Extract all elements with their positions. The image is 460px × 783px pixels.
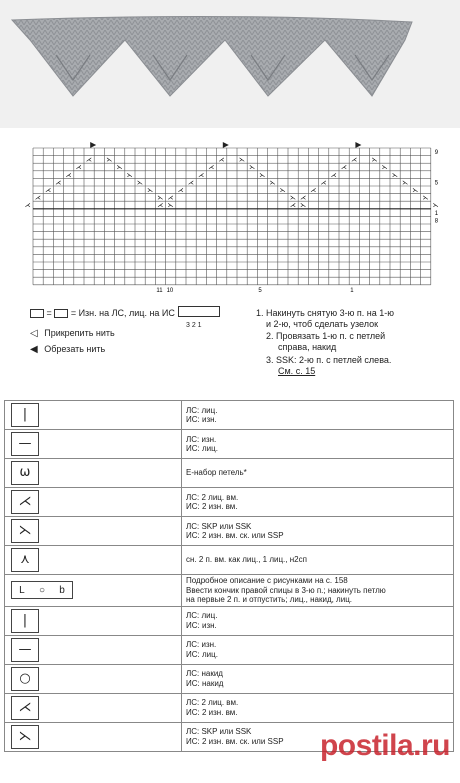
blank-cell (156, 179, 165, 186)
blank-cell (115, 149, 124, 156)
blank-cell (278, 171, 287, 178)
legend-purl-knit (30, 308, 175, 319)
decrease-mark: ⋌ (24, 202, 31, 210)
symbol-cell (5, 517, 182, 546)
decrease-mark: ⋌ (65, 171, 72, 179)
blank-cell (319, 156, 328, 163)
symbol-cell (5, 635, 182, 664)
symbol-cell (5, 430, 182, 459)
blank-cell (289, 156, 298, 163)
decrease-mark: ⋋ (126, 171, 133, 179)
decrease-mark: ⋌ (341, 164, 347, 172)
stitch-symbol-icon (11, 490, 39, 514)
symbol-row (5, 459, 454, 488)
blank-cell (34, 179, 43, 186)
blank-cell (299, 179, 308, 186)
blank-cell (329, 156, 338, 163)
decrease-mark: ⋋ (402, 179, 409, 187)
symbol-description: ЛС: 2 лиц. вм. ИС: 2 изн. вм. (182, 488, 454, 517)
symbol-description: Подробное описание с рисунками на с. 158 Ввести кончик правой спицы в 3-ю п.; накинуть петлю на первые 2 п. и отпустить; лиц., накид, лиц. (182, 575, 454, 607)
blank-cell (156, 164, 165, 171)
decrease-mark: ⋌ (310, 187, 317, 194)
symbol-cell (5, 664, 182, 693)
blank-cell (411, 171, 420, 178)
blank-cell (421, 164, 430, 171)
decrease-mark: ⋋ (412, 187, 419, 194)
col-number: 5 (258, 287, 262, 294)
blank-cell (54, 156, 63, 163)
decrease-mark: ⋌ (177, 187, 184, 194)
blank-cell (34, 156, 43, 163)
symbol-row (5, 488, 454, 517)
blank-cell (146, 149, 155, 156)
decrease-mark: ⋌ (55, 179, 62, 187)
symbol-description: ЛС: изн. ИС: лиц. (182, 635, 454, 664)
decrease-mark: ⋋ (279, 187, 286, 194)
step2-text: 2. Провязать 1-ю п. с петлей (266, 331, 386, 341)
symbol-cell (5, 459, 182, 488)
blank-cell (401, 149, 410, 156)
blank-cell (166, 164, 175, 171)
step1-text-cont: и 2-ю, чтоб сделать узелок (266, 319, 379, 329)
stitch-symbol-icon (11, 432, 39, 456)
decrease-mark: ⋌ (300, 194, 307, 202)
attach-yarn-icon: ◁ (30, 328, 38, 339)
stitch-symbol-icon (11, 519, 39, 543)
decrease-mark: ⋋ (239, 156, 245, 164)
blank-cell (289, 164, 298, 171)
legend-purl-knit-text: = Изн. на ЛС, лиц. на ИС (70, 308, 175, 318)
blank-cell (187, 156, 196, 163)
symbol-cell (5, 693, 182, 722)
step3-text: 3. SSK: 2-ю п. с петлей слева. (266, 355, 392, 365)
blank-cell (44, 164, 53, 171)
attach-yarn-text: Прикрепить нить (44, 328, 115, 338)
blank-cell (176, 171, 185, 178)
symbol-description: ЛС: 2 лиц. вм. ИС: 2 изн. вм. (182, 693, 454, 722)
cut-yarn-text: Обрезать нить (44, 344, 106, 354)
symbol-row (5, 693, 454, 722)
step1-text: Накинуть снятую 3-ю п. на 1-ю (266, 308, 394, 318)
blank-cell (319, 164, 328, 171)
decrease-mark: ⋋ (290, 194, 296, 202)
blank-cell (299, 156, 308, 163)
symbol-description: Е-набор петель* (182, 459, 454, 488)
blank-cell (176, 156, 185, 163)
decrease-mark: ⋋ (157, 194, 164, 202)
blank-cell (289, 179, 298, 186)
decrease-mark: ⋋ (392, 171, 398, 179)
blank-cell (329, 149, 338, 156)
symbol-cell (5, 488, 182, 517)
decrease-mark: ⋋ (422, 194, 429, 202)
stitch-symbol-glyph: ⋋ (18, 523, 32, 539)
stitch-symbol-icon (11, 696, 39, 720)
blank-cell (146, 171, 155, 178)
symbol-cell (5, 401, 182, 430)
blank-cell (64, 156, 73, 163)
blank-cell (136, 149, 145, 156)
col-number: 10 (166, 287, 174, 294)
blank-cell (156, 149, 165, 156)
stitch-symbol-icon (11, 725, 39, 749)
row-number: 1 (434, 210, 439, 217)
decrease-mark: ⋌ (351, 156, 358, 164)
decrease-mark: ⋌ (35, 194, 41, 202)
decrease-mark: ⋌ (75, 164, 82, 172)
stitch-symbol-glyph: | (22, 407, 28, 423)
blank-cell (187, 149, 196, 156)
symbol-description: ЛС: SKP или SSK ИС: 2 изн. вм. ск. или SSP (182, 517, 454, 546)
row-number: 8 (434, 218, 439, 225)
decrease-mark: ⋋ (381, 164, 388, 172)
symbol-description: ЛС: лиц. ИС: изн. (182, 606, 454, 635)
decrease-mark: ⋋ (300, 202, 307, 210)
blank-cell (289, 171, 298, 178)
blank-cell (146, 156, 155, 163)
symbol-row (5, 430, 454, 459)
symbol-description: ЛС: лиц. ИС: изн. (182, 401, 454, 430)
blank-cell (54, 164, 63, 171)
symbol-cell (5, 575, 182, 607)
symbol-row (5, 517, 454, 546)
decrease-mark: ⋌ (188, 179, 194, 187)
blank-cell (391, 149, 400, 156)
symbol-row (5, 664, 454, 693)
legend-cut-yarn (30, 344, 105, 355)
decrease-mark: ⋋ (249, 164, 256, 172)
symbol-description: сн. 2 п. вм. как лиц., 1 лиц., н2сп (182, 546, 454, 575)
knitted-edging-photo (0, 0, 460, 128)
row-number: 9 (434, 150, 439, 156)
decrease-mark: ⋌ (208, 164, 215, 172)
row-number: 5 (434, 180, 439, 187)
stitch-symbol-icon (11, 609, 39, 633)
blank-cell (166, 156, 175, 163)
blank-cell (207, 149, 216, 156)
cut-yarn-icon: ◀ (30, 344, 38, 355)
stitch-symbol-glyph: ω (19, 465, 31, 481)
step3-ref: См. с. 15 (278, 366, 316, 376)
stitch-symbol-icon (11, 461, 39, 485)
cut-yarn-marker (355, 142, 361, 148)
blank-cell (411, 164, 420, 171)
symbol-row (5, 606, 454, 635)
decrease-mark: ⋌ (290, 202, 296, 210)
blank-cell (309, 149, 318, 156)
decrease-mark: ⋌ (167, 194, 174, 202)
symbol-description: ЛС: SKP или SSK ИС: 2 изн. вм. ск. или SSP (182, 722, 454, 751)
decrease-mark: ⋋ (432, 202, 439, 210)
blank-cell (54, 149, 63, 156)
brand-watermark: postila.ru (319, 729, 450, 762)
blank-cell (125, 149, 134, 156)
legend-eq: = (46, 308, 52, 318)
blank-cell (278, 149, 287, 156)
legend-attach-yarn (30, 328, 115, 339)
symbol-cell (5, 546, 182, 575)
stitch-symbol-glyph: ⋏ (20, 552, 30, 568)
symbol-row (5, 401, 454, 430)
stitch-symbol-glyph: ○ (19, 670, 31, 686)
stitch-symbol-icon (11, 403, 39, 427)
empty-cell-icon (30, 309, 44, 318)
dash-cell-icon (54, 309, 68, 318)
legend-knot-symbol (178, 306, 220, 331)
blank-cell (391, 156, 400, 163)
stitch-symbol-glyph: | (22, 612, 28, 628)
decrease-mark: ⋋ (371, 156, 378, 164)
blank-cell (136, 156, 145, 163)
chart-grid (0, 130, 460, 300)
blank-cell (44, 171, 53, 178)
blank-cell (380, 149, 389, 156)
blank-cell (156, 156, 165, 163)
decrease-mark: ⋋ (269, 179, 276, 187)
decrease-mark: ⋌ (198, 171, 205, 179)
blank-cell (289, 149, 298, 156)
blank-cell (187, 164, 196, 171)
knitted-edging-image (0, 0, 460, 128)
blank-cell (166, 171, 175, 178)
blank-cell (309, 164, 318, 171)
symbol-row (5, 575, 454, 607)
blank-cell (258, 149, 267, 156)
blank-cell (44, 156, 53, 163)
decrease-mark: ⋋ (167, 202, 174, 210)
decrease-mark: ⋌ (330, 171, 337, 179)
decrease-mark: ⋌ (218, 156, 225, 164)
blank-cell (136, 164, 145, 171)
decrease-mark: ⋋ (259, 171, 266, 179)
knot-symbol-icon (178, 306, 220, 317)
symbol-description: ЛС: накид ИС: накид (182, 664, 454, 693)
stitch-symbol-glyph: ⋌ (18, 494, 32, 510)
symbol-description: ЛС: изн. ИС: лиц. (182, 430, 454, 459)
decrease-mark: ⋋ (106, 156, 113, 164)
stitch-symbol-icon (11, 638, 39, 662)
blank-cell (278, 164, 287, 171)
step2-text-cont: справа, накид (278, 342, 337, 352)
chart-legend (0, 300, 460, 395)
blank-cell (421, 179, 430, 186)
decrease-mark: ⋋ (116, 164, 123, 172)
blank-cell (64, 149, 73, 156)
step1-number: 1. (256, 308, 264, 318)
blank-cell (248, 149, 257, 156)
decrease-mark: ⋌ (320, 179, 327, 187)
blank-cell (125, 156, 134, 163)
knot-steps-label: 3 2 1 (186, 322, 202, 329)
symbol-cell (5, 606, 182, 635)
stitch-symbol-glyph: ⋋ (18, 728, 32, 744)
blank-cell (309, 156, 318, 163)
decrease-mark: ⋋ (137, 179, 143, 187)
col-number: 1 (350, 287, 354, 294)
blank-cell (421, 171, 430, 178)
blank-cell (197, 149, 206, 156)
blank-cell (299, 171, 308, 178)
stitch-symbol-icon (11, 548, 39, 572)
symbol-cell (5, 722, 182, 751)
blank-cell (156, 171, 165, 178)
blank-cell (299, 149, 308, 156)
knot-stitch-icon: L ○ b (11, 581, 73, 599)
blank-cell (74, 149, 83, 156)
blank-cell (319, 149, 328, 156)
blank-cell (34, 171, 43, 178)
blank-cell (401, 164, 410, 171)
cut-yarn-marker (90, 142, 96, 148)
blank-cell (340, 149, 349, 156)
blank-cell (401, 156, 410, 163)
blank-cell (34, 164, 43, 171)
blank-cell (421, 149, 430, 156)
blank-cell (421, 156, 430, 163)
symbol-row (5, 635, 454, 664)
blank-cell (299, 164, 308, 171)
blank-cell (411, 156, 420, 163)
legend-step1 (256, 308, 394, 319)
blank-cell (176, 164, 185, 171)
blank-cell (146, 164, 155, 171)
decrease-mark: ⋋ (147, 187, 154, 194)
decrease-mark: ⋌ (157, 202, 164, 210)
blank-cell (44, 149, 53, 156)
stitch-symbol-glyph: — (18, 641, 32, 657)
blank-cell (309, 171, 318, 178)
blank-cell (268, 149, 277, 156)
blank-cell (166, 149, 175, 156)
blank-cell (268, 156, 277, 163)
blank-cell (166, 179, 175, 186)
decrease-mark: ⋌ (86, 156, 92, 164)
blank-cell (258, 156, 267, 163)
stitch-symbol-glyph: — (18, 436, 32, 452)
stitch-symbol-icon (11, 667, 39, 691)
blank-cell (197, 156, 206, 163)
stitch-symbol-glyph: ⋌ (18, 699, 32, 715)
blank-cell (278, 156, 287, 163)
blank-cell (176, 149, 185, 156)
cut-yarn-marker (223, 142, 229, 148)
blank-cell (34, 149, 43, 156)
decrease-mark: ⋌ (45, 187, 52, 194)
blank-cell (411, 149, 420, 156)
symbols-table (4, 400, 454, 752)
blank-cell (268, 164, 277, 171)
symbol-row (5, 546, 454, 575)
col-number: 11 (156, 287, 163, 294)
